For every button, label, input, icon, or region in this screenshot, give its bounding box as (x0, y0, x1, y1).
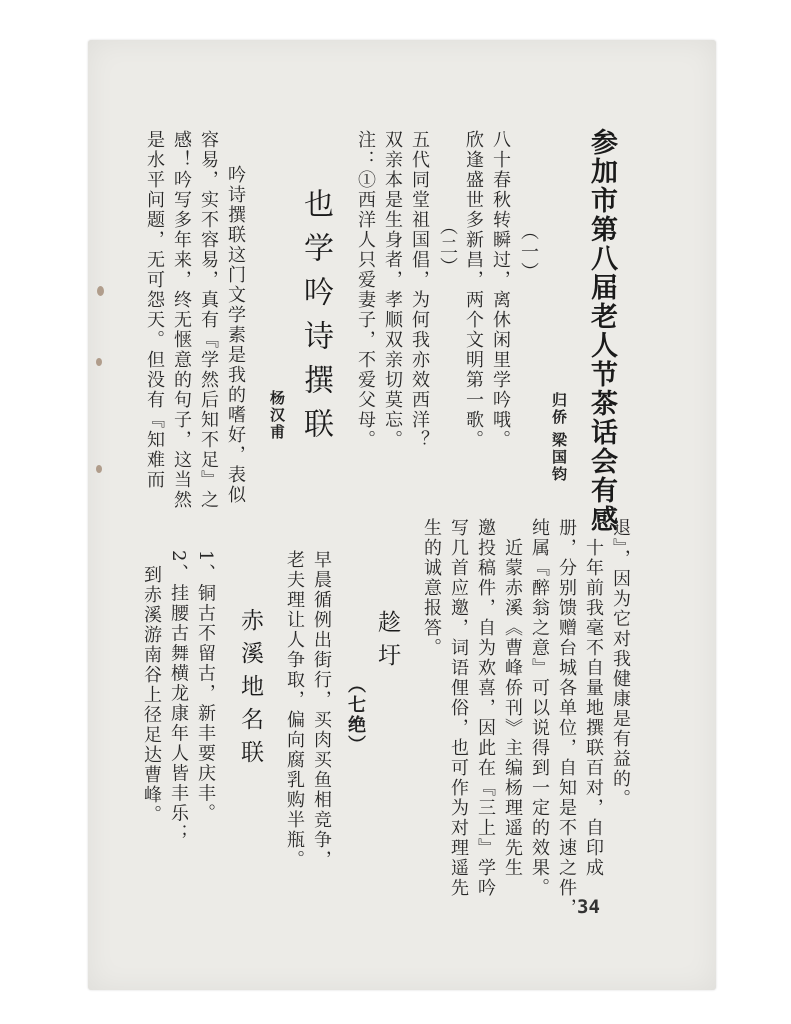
poem1-note: 注：①西洋人只爱妻子，不爱父母。 (355, 130, 376, 450)
continuation-line: 写几首应邀，词语俚俗，也可作为对理遥先 (448, 518, 469, 898)
poem1-line: 欣逢盛世多新昌，两个文明第一歌。 (463, 130, 484, 450)
poem1-line: 双亲本是生身者，孝顺双亲切莫忘。 (382, 130, 403, 450)
poem1-byline-origin: 归侨 (550, 392, 568, 426)
essay-line: 是水平问题，无可怨天。但没有『知难而 (144, 130, 165, 490)
essay-line: 容易，实不容易，真有『学然后知不足』之 (198, 130, 219, 510)
continuation-line: 十年前我毫不自量地撰联百对，自印成 (583, 538, 604, 878)
market-poem-line: 老夫理让人争取，偏向腐乳购半瓶。 (284, 550, 305, 870)
market-poem-subtitle: （七绝） (345, 675, 366, 755)
essay-title: 也学吟诗撰联 (298, 188, 333, 452)
poem1-part2-marker: （二） (437, 217, 458, 277)
stain-mark (97, 286, 104, 296)
couplet-title: 赤溪地名联 (237, 608, 263, 773)
market-poem-line: 早晨循例出街行，买肉买鱼相竞争， (311, 550, 332, 870)
poem1-part1-marker: （一） (518, 222, 539, 282)
page-number: 34 (577, 896, 600, 918)
essay-line: 感！吟写多年来，终无惬意的句子，这当然 (171, 130, 192, 510)
continuation-line: 退』，因为它对我健康是有益的。 (610, 518, 631, 809)
essay-line: 吟诗撰联这门文学素是我的嗜好，表似 (225, 165, 246, 505)
essay-author: 杨汉甫 (268, 390, 286, 441)
poem1-byline-author: 梁国钧 (550, 432, 568, 483)
poem1-title: 参加市第八届老人节茶话会有感 (586, 128, 617, 534)
continuation-line: 纯属『醉翁之意』可以说得到一定的效果。 (529, 518, 550, 898)
couplet-line: 2、挂腰古舞横龙康年人皆丰乐； (168, 550, 189, 844)
continuation-line: 册，分别馈赠台城各单位，自知是不速之件， (556, 518, 577, 918)
stain-mark (96, 465, 102, 473)
continuation-line: 邀投稿件，自为欢喜，因此在『三上』学吟 (475, 518, 496, 898)
stain-mark (96, 358, 102, 366)
couplet-line: 1、铜古不留古，新丰要庆丰。 (195, 550, 216, 824)
poem1-line: 五代同堂祖国倡，为何我亦效西洋？ (409, 130, 430, 450)
couplet-line: 到赤溪游南谷上径足达曹峰。 (141, 565, 162, 825)
continuation-line: 生的诚意报答。 (421, 518, 442, 658)
continuation-line: 近蒙赤溪《曹峰侨刊》主编杨理遥先生 (502, 538, 523, 878)
poem1-line: 八十春秋转瞬过，离休闲里学吟哦。 (490, 130, 511, 450)
market-poem-title: 趁圩 (374, 610, 400, 676)
